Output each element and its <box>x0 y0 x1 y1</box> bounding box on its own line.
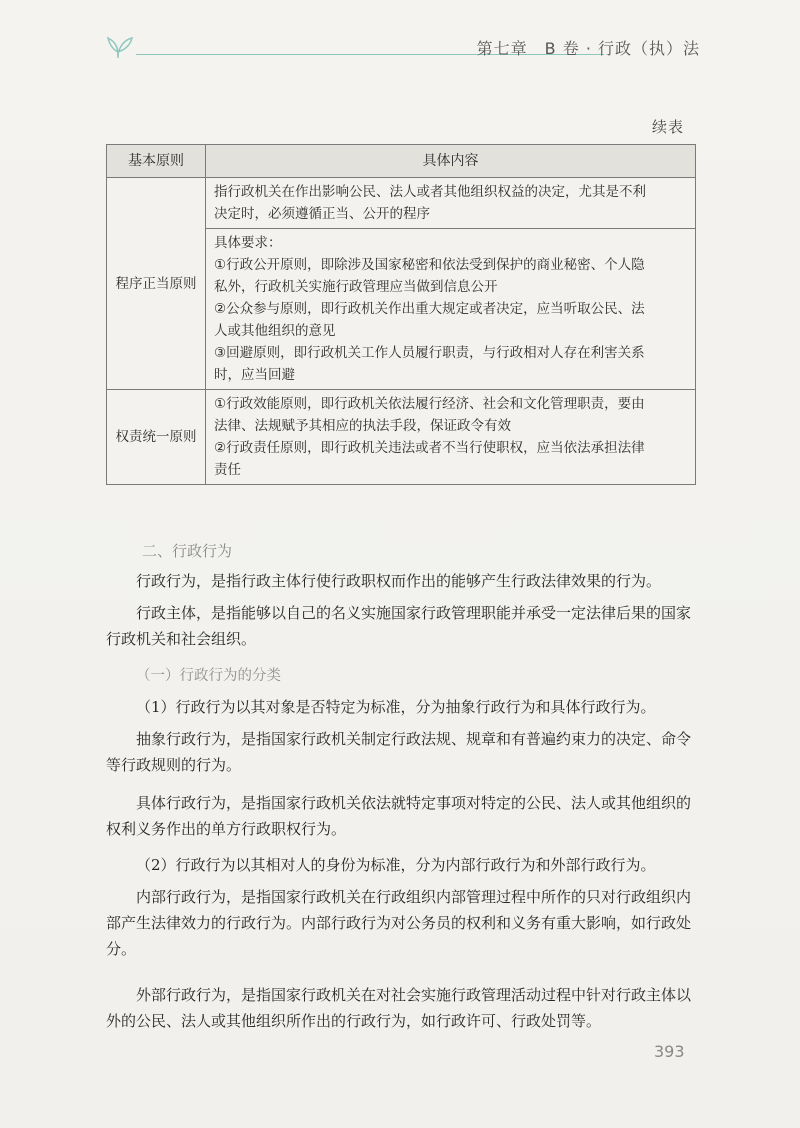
principle-cell: 权责统一原则 <box>107 390 206 485</box>
content-line: 法律、法规赋予其相应的执法手段，保证政令有效 <box>214 418 511 434</box>
section-heading: 二、行政行为 <box>142 542 233 560</box>
leaf-sprout-icon <box>98 32 138 58</box>
table-row <box>107 178 696 229</box>
content-line: 时，应当回避 <box>214 367 295 383</box>
paragraph: （1）行政行为以其对象是否特定为标准，分为抽象行政行为和具体行政行为。 <box>136 698 656 716</box>
content-line: ①行政效能原则，即行政机关依法履行经济、社会和文化管理职责，要由 <box>214 396 645 412</box>
paragraph: 抽象行政行为，是指国家行政机关制定行政法规、规章和有普遍约束力的决定、命令等行政规则的行为。 <box>106 730 692 774</box>
paragraph: 内部行政行为，是指国家行政机关在行政组织内部管理过程中所作的只对行政组织内部产生法律效力的行政行为。内部行政行为对公务员的权利和义务有重大影响，如行政处分。 <box>106 888 692 958</box>
content-line: ③回避原则，即行政机关工作人员履行职责，与行政相对人存在利害关系 <box>214 345 645 361</box>
content-line: 人或其他组织的意见 <box>214 323 336 339</box>
table-row <box>107 390 696 485</box>
sub-heading: （一）行政行为的分类 <box>136 668 281 684</box>
chapter-title: 第七章 B 卷 · 行政（执）法 <box>476 39 700 58</box>
content-line: 决定时，必须遵循正当、公开的程序 <box>214 206 430 222</box>
content-line: ①行政公开原则，即除涉及国家秘密和依法受到保护的商业秘密、个人隐 <box>214 257 645 273</box>
paragraph: 行政行为，是指行政主体行使行政职权而作出的能够产生行政法律效果的行为。 <box>136 572 662 590</box>
paragraph: 外部行政行为，是指国家行政机关在对社会实施行政管理活动过程中针对行政主体以外的公民、法人或其他组织所作出的行政行为，如行政许可、行政处罚等。 <box>106 986 692 1030</box>
principle-cell: 程序正当原则 <box>107 178 206 390</box>
content-line: 具体要求： <box>214 235 282 251</box>
header-principle: 基本原则 <box>107 145 206 178</box>
content-cell <box>206 390 696 485</box>
content-line: 责任 <box>214 462 241 478</box>
paragraph: （2）行政行为以其相对人的身份为标准，分为内部行政行为和外部行政行为。 <box>136 856 656 874</box>
content-cell <box>206 229 696 390</box>
content-line: ②公众参与原则，即行政机关作出重大规定或者决定，应当听取公民、法 <box>214 301 645 317</box>
content-line: 私外，行政机关实施行政管理应当做到信息公开 <box>214 279 498 295</box>
page-header <box>98 30 700 64</box>
content-line: ②行政责任原则，即行政机关违法或者不当行使职权，应当依法承担法律 <box>214 440 645 456</box>
header-content: 具体内容 <box>206 145 696 178</box>
principles-table <box>106 144 696 485</box>
page-number: 393 <box>654 1042 685 1061</box>
table-header-row <box>107 145 696 178</box>
paragraph: 行政主体，是指能够以自己的名义实施国家行政管理职能并承受一定法律后果的国家行政机关和社会组织。 <box>106 604 692 648</box>
content-cell <box>206 178 696 229</box>
content-line: 指行政机关在作出影响公民、法人或者其他组织权益的决定，尤其是不利 <box>214 184 646 200</box>
paragraph: 具体行政行为，是指国家行政机关依法就特定事项对特定的公民、法人或其他组织的权利义务作出的单方行政职权行为。 <box>106 794 692 838</box>
continued-label: 续表 <box>651 118 684 136</box>
